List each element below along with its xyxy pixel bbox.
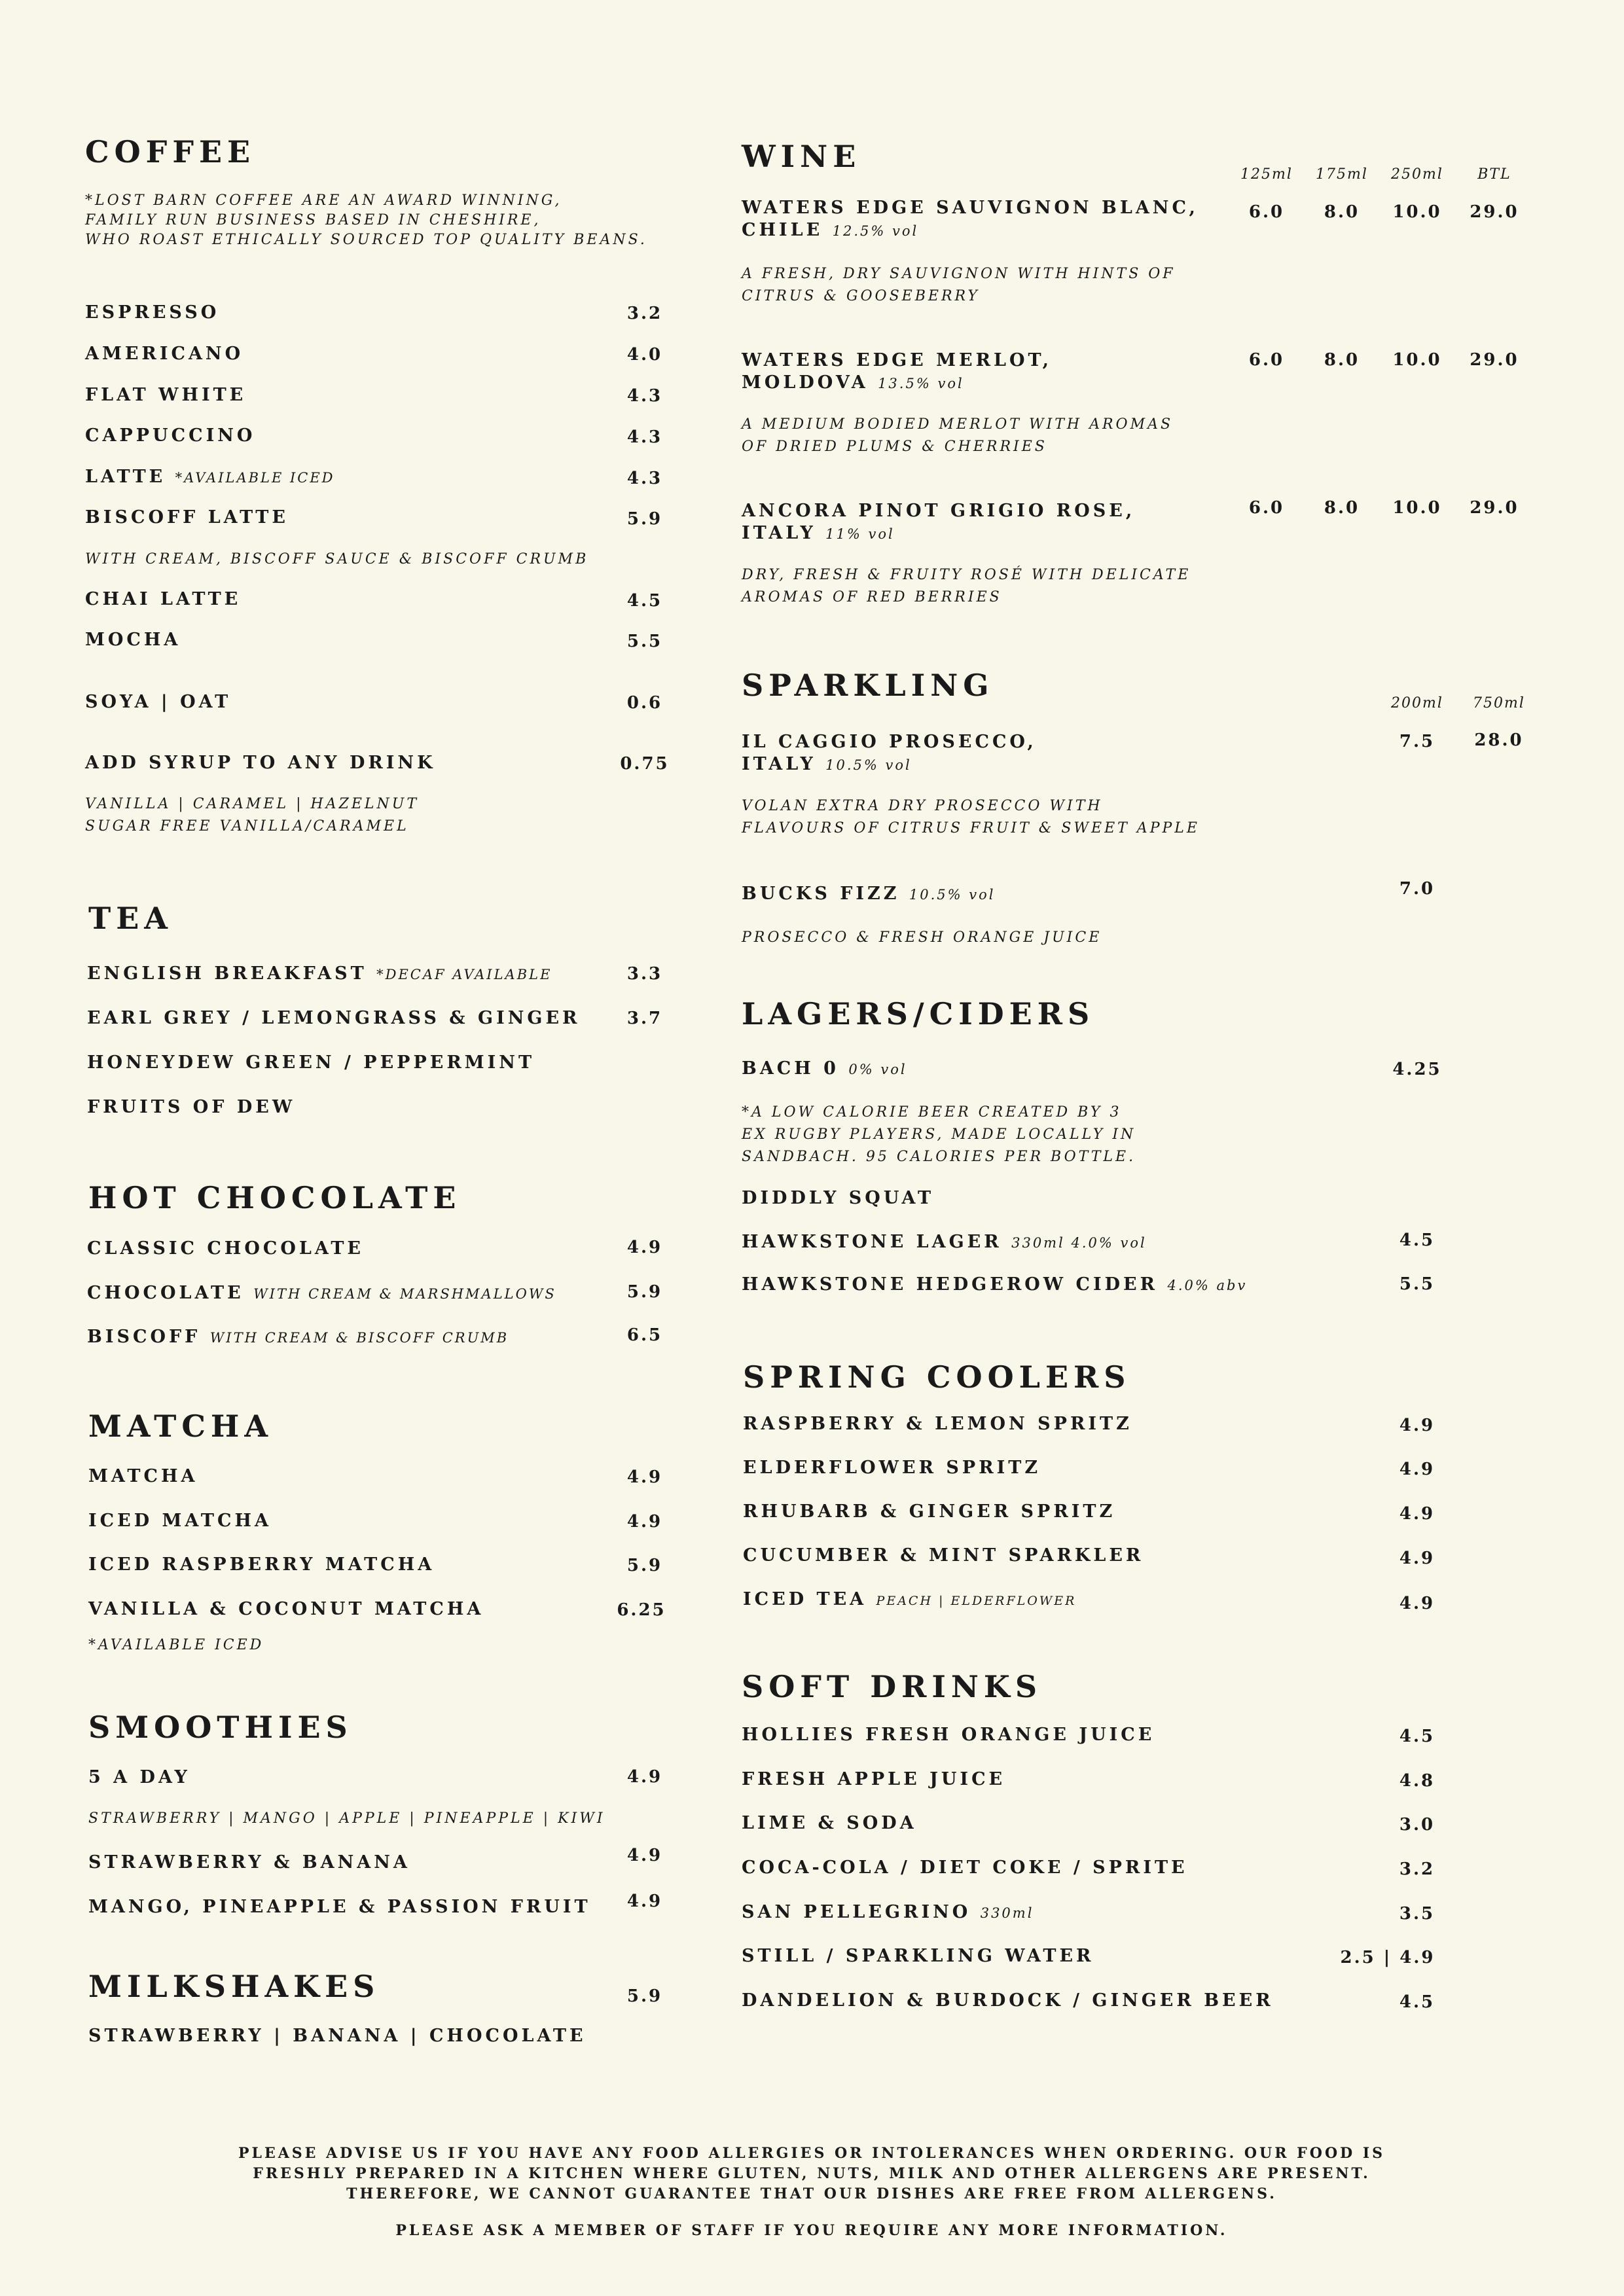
menu-item-label: ENGLISH BREAKFAST — [87, 963, 367, 984]
menu-item-price: 5.9 — [626, 1986, 663, 2006]
menu-item-name: ADD SYRUP TO ANY DRINK — [85, 753, 436, 773]
menu-item-price: 4.9 — [626, 1467, 663, 1487]
allergy-notice — [157, 2144, 1466, 2204]
menu-item-abv: 11% vol — [825, 526, 895, 542]
menu-item-name: ICED MATCHA — [88, 1511, 272, 1531]
menu-item-price: 5.9 — [626, 1556, 663, 1575]
description-line: *A LOW CALORIE BEER CREATED BY 3 — [742, 1104, 1122, 1121]
menu-item-name — [87, 1327, 509, 1347]
menu-item-name — [87, 1283, 556, 1303]
description-line: FLAVOURS OF CITRUS FRUIT & SWEET APPLE — [742, 820, 1200, 836]
menu-item-name: IL CAGGIO PROSECCO, — [742, 732, 1037, 752]
menu-item-name-line2 — [742, 523, 895, 543]
menu-item-price: 7.5 — [1399, 732, 1435, 751]
menu-item-name: HOLLIES FRESH ORANGE JUICE — [742, 1725, 1155, 1745]
coffee-heading: COFFEE — [85, 134, 256, 170]
menu-item-price: 3.0 — [1399, 1815, 1435, 1835]
menu-item-price: 10.0 — [1392, 202, 1442, 222]
soft-drinks-heading: SOFT DRINKS — [742, 1669, 1043, 1704]
menu-item-name: FLAT WHITE — [85, 385, 247, 405]
menu-item-name: STILL / SPARKLING WATER — [742, 1946, 1094, 1966]
menu-item-price: 4.5 — [1399, 1727, 1435, 1746]
menu-item-price: 5.9 — [626, 509, 663, 529]
menu-item-name: CAPPUCCINO — [85, 425, 256, 446]
menu-item-name: ICED RASPBERRY MATCHA — [88, 1554, 435, 1575]
allergy-notice-line: THEREFORE, WE CANNOT GUARANTEE THAT OUR DISHES ARE FREE FROM ALLERGENS. — [346, 2185, 1277, 2202]
menu-item-label: SAN PELLEGRINO — [742, 1902, 971, 1922]
menu-item-abv: 13.5% vol — [878, 376, 964, 391]
menu-item-name: ANCORA PINOT GRIGIO ROSE, — [742, 501, 1136, 521]
menu-item-label: ITALY — [742, 754, 816, 774]
menu-item-price: 10.0 — [1392, 350, 1442, 370]
menu-item-price: 10.0 — [1392, 498, 1442, 518]
menu-item-name — [742, 1058, 907, 1079]
lagers-ciders-heading: LAGERS/CIDERS — [742, 996, 1095, 1031]
menu-item-price: 4.9 — [1399, 1416, 1435, 1435]
syrup-flavours-line: SUGAR FREE VANILLA/CARAMEL — [85, 818, 409, 834]
menu-item-description — [742, 564, 1191, 609]
description-line: A MEDIUM BODIED MERLOT WITH AROMAS — [742, 416, 1174, 433]
menu-item-note: *AVAILABLE ICED — [175, 470, 335, 486]
menu-item-label: BACH 0 — [742, 1058, 839, 1079]
menu-item-note: WITH CREAM & BISCOFF CRUMB — [209, 1330, 509, 1346]
menu-item-label: CHILE — [742, 220, 823, 240]
size-column-label: 750ml — [1473, 695, 1525, 711]
menu-item-name: ESPRESSO — [85, 302, 220, 323]
menu-item-label: HAWKSTONE HEDGEROW CIDER — [742, 1274, 1159, 1295]
menu-item-price: 5.5 — [626, 632, 663, 651]
size-column-label: 250ml — [1391, 166, 1443, 183]
menu-item-price: 4.9 — [626, 1238, 663, 1257]
size-column-label: 200ml — [1391, 695, 1443, 711]
menu-item-name — [742, 1274, 1247, 1295]
menu-item-label: LATTE — [85, 467, 166, 487]
menu-item-name-line2 — [742, 220, 918, 240]
menu-item-price: 3.7 — [626, 1009, 663, 1028]
menu-item-name: WATERS EDGE MERLOT, — [742, 350, 1053, 370]
description-line: SANDBACH. 95 CALORIES PER BOTTLE. — [742, 1149, 1136, 1165]
menu-item-price: 7.0 — [1399, 879, 1435, 899]
menu-item-label: ICED TEA — [743, 1589, 867, 1609]
syrup-flavours-line: VANILLA | CARAMEL | HAZELNUT — [85, 796, 419, 812]
menu-item-price: 4.5 — [1399, 1992, 1435, 2012]
menu-item-abv: 12.5% vol — [832, 223, 919, 239]
menu-item-price: 4.9 — [1399, 1594, 1435, 1613]
menu-item-name: MATCHA — [88, 1466, 198, 1486]
menu-item-description: STRAWBERRY | MANGO | APPLE | PINEAPPLE | KIWI — [88, 1810, 605, 1827]
menu-item-abv: 0% vol — [848, 1062, 907, 1077]
menu-item-price: 4.9 — [626, 1512, 663, 1532]
menu-item-note: *DECAF AVAILABLE — [376, 967, 552, 982]
menu-item-abv: 4.0% abv — [1167, 1278, 1248, 1293]
description-line: VOLAN EXTRA DRY PROSECCO WITH — [742, 798, 1103, 814]
menu-item-price: 8.0 — [1324, 498, 1360, 518]
menu-item-description — [742, 795, 1200, 840]
menu-item-name: MANGO, PINEAPPLE & PASSION FRUIT — [88, 1897, 591, 1917]
menu-item-name: ELDERFLOWER SPRITZ — [743, 1458, 1041, 1478]
menu-item-name: CLASSIC CHOCOLATE — [87, 1238, 365, 1259]
menu-item-price: 4.9 — [1399, 1460, 1435, 1479]
menu-item-name: DANDELION & BURDOCK / GINGER BEER — [742, 1990, 1274, 2011]
description-line: EX RUGBY PLAYERS, MADE LOCALLY IN — [742, 1126, 1136, 1143]
tea-heading: TEA — [88, 901, 173, 936]
description-line: DRY, FRESH & FRUITY ROSÉ WITH DELICATE — [742, 567, 1191, 583]
spring-coolers-heading: SPRING COOLERS — [743, 1359, 1131, 1395]
menu-item-name — [743, 1589, 1077, 1609]
menu-item-price: 0.6 — [626, 693, 663, 713]
menu-item-price: 4.5 — [626, 591, 663, 611]
menu-item-description: PROSECCO & FRESH ORANGE JUICE — [742, 929, 1102, 946]
menu-item-description — [742, 1102, 1136, 1168]
allergy-notice-line: FRESHLY PREPARED IN A KITCHEN WHERE GLUTEN, NUTS, MILK AND OTHER ALLERGENS ARE PRESENT. — [253, 2165, 1371, 2182]
menu-item-abv: 10.5% vol — [909, 887, 996, 903]
menu-item-price: 5.9 — [626, 1282, 663, 1302]
description-line: A FRESH, DRY SAUVIGNON WITH HINTS OF — [742, 266, 1176, 282]
menu-item-name — [742, 1902, 1034, 1922]
menu-item-name: 5 A DAY — [88, 1767, 190, 1787]
size-column-label: BTL — [1477, 166, 1511, 183]
menu-item-price: 4.3 — [626, 469, 663, 488]
menu-item-price: 4.5 — [1399, 1230, 1435, 1250]
menu-item-description: WITH CREAM, BISCOFF SAUCE & BISCOFF CRUMB — [85, 551, 589, 567]
menu-item-note: PEACH | ELDERFLOWER — [876, 1594, 1077, 1608]
menu-item-name — [742, 1232, 1147, 1252]
size-column-label: 175ml — [1316, 166, 1368, 183]
menu-item-price: 28.0 — [1474, 730, 1524, 750]
description-line: OF DRIED PLUMS & CHERRIES — [742, 439, 1047, 455]
menu-item-name: RHUBARB & GINGER SPRITZ — [743, 1501, 1116, 1522]
menu-item-price: 29.0 — [1470, 202, 1519, 222]
menu-item-name-line2 — [742, 372, 964, 393]
menu-item-note: 330ml — [980, 1905, 1034, 1921]
menu-item-name: FRUITS OF DEW — [87, 1097, 296, 1117]
menu-item-label: HAWKSTONE LAGER — [742, 1232, 1002, 1252]
menu-item-price: 4.3 — [626, 386, 663, 406]
coffee-intro — [85, 191, 647, 250]
menu-item-price: 4.8 — [1399, 1771, 1435, 1791]
menu-item-price: 6.0 — [1248, 498, 1285, 518]
menu-item-price: 3.3 — [626, 964, 663, 984]
menu-item-price: 5.5 — [1399, 1274, 1435, 1294]
coffee-intro-line: *LOST BARN COFFEE ARE AN AWARD WINNING, — [85, 192, 562, 209]
smoothies-heading: SMOOTHIES — [88, 1710, 353, 1745]
menu-item-price: 4.9 — [626, 1767, 663, 1787]
matcha-heading: MATCHA — [88, 1408, 274, 1444]
menu-item-label: MOLDOVA — [742, 372, 869, 393]
menu-item-price: 8.0 — [1324, 202, 1360, 222]
menu-item-abv: 10.5% vol — [825, 757, 912, 773]
menu-item-description — [742, 414, 1173, 458]
menu-item-price: 2.5 | 4.9 — [1340, 1948, 1435, 1967]
menu-item-price: 6.0 — [1248, 202, 1285, 222]
menu-item-price: 3.2 — [626, 304, 663, 323]
menu-item-name: HONEYDEW GREEN / PEPPERMINT — [87, 1052, 535, 1073]
menu-item-description — [742, 263, 1176, 308]
coffee-intro-line: FAMILY RUN BUSINESS BASED IN CHESHIRE, — [85, 212, 541, 228]
menu-item-name: BISCOFF LATTE — [85, 507, 289, 528]
menu-item-price: 3.5 — [1399, 1904, 1435, 1924]
menu-item-name — [87, 963, 552, 984]
menu-item-price: 4.0 — [626, 345, 663, 365]
menu-item-name: CUCUMBER & MINT SPARKLER — [743, 1545, 1144, 1566]
staff-notice: PLEASE ASK A MEMBER OF STAFF IF YOU REQUIRE ANY MORE INFORMATION. — [395, 2222, 1228, 2239]
description-line: AROMAS OF RED BERRIES — [742, 589, 1002, 605]
menu-item-name: FRESH APPLE JUICE — [742, 1769, 1006, 1789]
menu-item-price: 4.9 — [626, 1846, 663, 1865]
menu-item-name: AMERICANO — [85, 344, 244, 364]
menu-item-price: 6.0 — [1248, 350, 1285, 370]
menu-item-label: ITALY — [742, 523, 816, 543]
menu-item-price: 4.9 — [1399, 1504, 1435, 1524]
menu-item-note: WITH CREAM & MARSHMALLOWS — [253, 1286, 556, 1302]
wine-heading: WINE — [742, 139, 861, 174]
menu-item-price: 4.3 — [626, 427, 663, 447]
menu-item-name: CHAI LATTE — [85, 589, 242, 609]
milkshake-flavours: STRAWBERRY | BANANA | CHOCOLATE — [88, 2026, 586, 2046]
coffee-intro-line: WHO ROAST ETHICALLY SOURCED TOP QUALITY BEANS. — [85, 232, 647, 248]
menu-item-name: WATERS EDGE SAUVIGNON BLANC, — [742, 198, 1199, 218]
menu-item-price: 4.9 — [1399, 1549, 1435, 1568]
menu-item-name — [742, 884, 995, 904]
menu-item-name-line2 — [742, 754, 912, 774]
menu-item-price: 4.9 — [626, 1892, 663, 1911]
matcha-iced-note: *AVAILABLE ICED — [88, 1637, 264, 1653]
menu-item-name: DIDDLY SQUAT — [742, 1188, 935, 1208]
sparkling-heading: SPARKLING — [742, 668, 994, 703]
allergy-notice-line: PLEASE ADVISE US IF YOU HAVE ANY FOOD ALLERGIES OR INTOLERANCES WHEN ORDERING. OUR FOOD IS — [238, 2145, 1386, 2162]
menu-item-price: 6.5 — [626, 1325, 663, 1345]
milkshakes-heading: MILKSHAKES — [88, 1969, 380, 2004]
menu-item-name: STRAWBERRY & BANANA — [88, 1852, 410, 1873]
menu-item-price: 4.25 — [1392, 1060, 1442, 1079]
menu-item-name: RASPBERRY & LEMON SPRITZ — [743, 1414, 1132, 1434]
menu-item-name: COCA-COLA / DIET COKE / SPRITE — [742, 1857, 1188, 1878]
description-line: CITRUS & GOOSEBERRY — [742, 288, 980, 304]
menu-item-name: SOYA | OAT — [85, 692, 232, 712]
menu-item-price: 6.25 — [617, 1600, 666, 1620]
menu-item-label: CHOCOLATE — [87, 1283, 244, 1303]
hot-chocolate-heading: HOT CHOCOLATE — [88, 1180, 461, 1215]
menu-item-name — [85, 467, 335, 487]
menu-item-price: 29.0 — [1470, 350, 1519, 370]
menu-item-name: MOCHA — [85, 630, 181, 650]
menu-item-label: BUCKS FIZZ — [742, 884, 900, 904]
syrup-flavours — [85, 793, 419, 838]
menu-item-name: EARL GREY / LEMONGRASS & GINGER — [87, 1008, 581, 1028]
menu-item-price: 29.0 — [1470, 498, 1519, 518]
menu-item-price: 3.2 — [1399, 1859, 1435, 1879]
menu-item-price: 0.75 — [620, 754, 670, 774]
menu-item-abv: 330ml 4.0% vol — [1011, 1235, 1147, 1251]
menu-item-price: 8.0 — [1324, 350, 1360, 370]
menu-item-label: BISCOFF — [87, 1327, 201, 1347]
menu-item-name: LIME & SODA — [742, 1813, 917, 1833]
menu-item-name: VANILLA & COCONUT MATCHA — [88, 1599, 484, 1619]
size-column-label: 125ml — [1240, 166, 1293, 183]
